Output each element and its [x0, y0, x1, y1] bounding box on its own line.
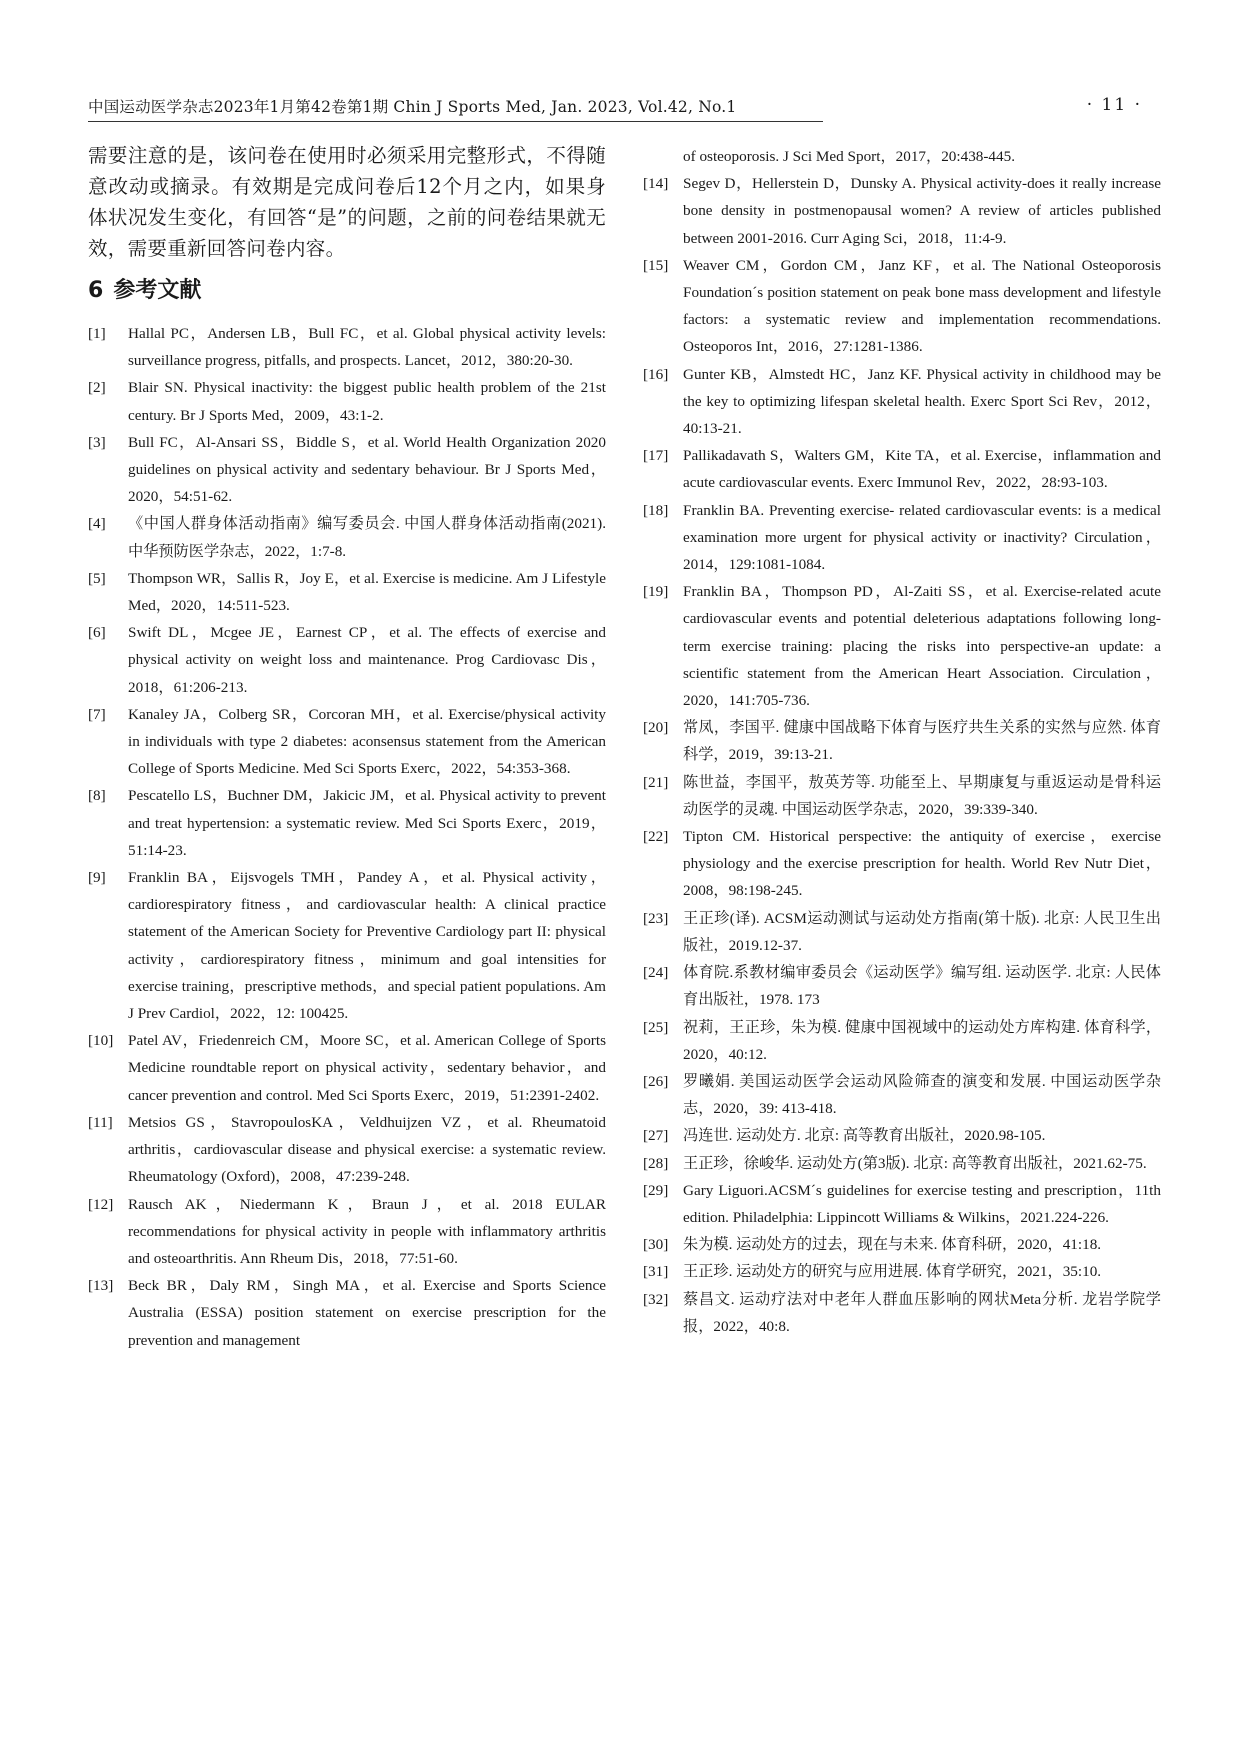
reference-number: [29]	[643, 1181, 669, 1199]
reference-text: 《中国人群身体活动指南》编写委员会. 中国人群身体活动指南(2021). 中华预防医学杂志，2022，1:7-8.	[128, 515, 606, 560]
reference-item	[643, 1068, 1161, 1122]
reference-text: 王正珍(译). ACSM运动测试与运动处方指南(第十版). 北京: 人民卫生出版社，2019.12-37.	[683, 909, 1161, 954]
reference-item	[88, 1109, 606, 1191]
reference-text: Swift DL，Mcgee JE，Earnest CP，et al. The effects of exercise and physical activity on weight loss and maintenance. Prog Cardiovasc Dis，2018，61:206-213.	[128, 624, 606, 696]
reference-number: [14]	[643, 175, 669, 193]
page-number: · 11 ·	[1086, 95, 1142, 115]
body-paragraph: 需要注意的是，该问卷在使用时必须采用完整形式，不得随意改动或摘录。有效期是完成问卷后12个月之内，如果身体状况发生变化，有回答“是”的问题，之前的问卷结果就无效，需要重新回答问卷内容。	[88, 144, 606, 260]
reference-item	[643, 361, 1161, 443]
journal-citation: 中国运动医学杂志2023年1月第42卷第1期 Chin J Sports Med, Jan. 2023, Vol.42, No.1	[88, 96, 823, 122]
reference-number: [17]	[643, 447, 669, 465]
reference-text: Kanaley JA，Colberg SR，Corcoran MH，et al. Exercise/physical activity in individuals with type 2 diabetes: aconsensus statement from the American College of Sports Medicine. Med Sci Sports Exerc，2022，54:353-368.	[128, 705, 606, 778]
reference-text: 陈世益，李国平，敖英芳等. 功能至上、早期康复与重返运动是骨科运动医学的灵魂. 中国运动医学杂志，2020，39:339-340.	[683, 773, 1161, 818]
reference-item	[88, 1272, 606, 1354]
section-title: 参考文献	[113, 278, 202, 303]
reference-number: [25]	[643, 1018, 669, 1036]
reference-text: 王正珍. 运动处方的研究与应用进展. 体育学研究，2021，35:10.	[683, 1263, 1102, 1281]
reference-number: [7]	[88, 705, 106, 723]
reference-text: Rausch AK，Niedermann K，Braun J，et al. 2018 EULAR recommendations for physical activity in people with inflammatory arthritis and osteoarthritis. Ann Rheum Dis，2018，77:51-60.	[128, 1195, 606, 1267]
reference-number: [19]	[643, 583, 669, 601]
reference-item	[88, 374, 606, 428]
reference-list-right	[643, 170, 1161, 1340]
reference-text: 蔡昌文. 运动疗法对中老年人群血压影响的网状Meta分析. 龙岩学院学报，2022，40:8.	[683, 1290, 1161, 1335]
reference-text: Pescatello LS，Buchner DM，Jakicic JM，et al. Physical activity to prevent and treat hypertension: a systematic review. Med Sci Sports Exerc，2019，51:14-23.	[128, 787, 606, 859]
reference-item	[643, 442, 1161, 496]
reference-item	[643, 252, 1161, 361]
reference-item	[88, 565, 606, 619]
reference-text: 冯连世. 运动处方. 北京: 高等教育出版社，2020.98-105.	[683, 1127, 1046, 1145]
reference-number: [31]	[643, 1263, 669, 1281]
reference-item	[643, 769, 1161, 823]
reference-text: Weaver CM，Gordon CM，Janz KF，et al. The National Osteoporosis Foundation´s position statement on peak bone mass development and lifestyle factors: a systematic review and implementation recommendations. Osteoporos Int，2016，27:1281-1386.	[683, 256, 1161, 356]
reference-item	[88, 429, 606, 511]
reference-number: [18]	[643, 501, 669, 519]
reference-number: [22]	[643, 828, 669, 846]
section-heading	[88, 274, 606, 308]
reference-item	[88, 1027, 606, 1109]
reference-item	[88, 864, 606, 1027]
reference-item	[88, 510, 606, 564]
reference-item	[643, 1014, 1161, 1068]
reference-item	[643, 1177, 1161, 1231]
reference-number: [12]	[88, 1195, 114, 1213]
reference-number: [9]	[88, 869, 106, 887]
reference-number: [10]	[88, 1032, 114, 1050]
reference-number: [24]	[643, 964, 669, 982]
left-column	[88, 140, 606, 1354]
reference-item	[643, 714, 1161, 768]
reference-item	[643, 959, 1161, 1013]
reference-number: [1]	[88, 325, 106, 342]
reference-item	[88, 320, 606, 374]
reference-item	[88, 1191, 606, 1273]
reference-list-left	[88, 320, 606, 1354]
reference-item	[643, 578, 1161, 714]
running-header	[88, 96, 1148, 124]
reference-text: Segev D，Hellerstein D，Dunsky A. Physical activity-does it really increase bone density in postmenopausal women? A review of articles published between 2001-2016. Curr Aging Sci，2018，11:4-9.	[683, 175, 1161, 247]
reference-item	[88, 782, 606, 864]
reference-item	[643, 1150, 1161, 1177]
reference-text: 王正珍，徐峻华. 运动处方(第3版). 北京: 高等教育出版社，2021.62-75.	[683, 1154, 1147, 1172]
reference-number: [5]	[88, 569, 106, 587]
reference-continuation: of osteoporosis. J Sci Med Sport，2017，20:438-445.	[683, 148, 1016, 165]
reference-number: [28]	[643, 1154, 669, 1172]
reference-number: [27]	[643, 1127, 669, 1145]
reference-item	[88, 619, 606, 701]
reference-text: Metsios GS，StavropoulosKA，Veldhuijzen VZ，et al. Rheumatoid arthritis，cardiovascular disease and physical exercise: a systematic review. Rheumatology (Oxford)，2008，47:239-248.	[128, 1113, 606, 1186]
reference-item	[643, 823, 1161, 905]
reference-text: Blair SN. Physical inactivity: the biggest public health problem of the 21st century. Br J Sports Med，2009，43:1-2.	[128, 379, 606, 424]
reference-item	[643, 497, 1161, 579]
reference-item	[88, 701, 606, 783]
reference-item	[643, 905, 1161, 959]
reference-item	[643, 1231, 1161, 1258]
reference-text: 罗曦娟. 美国运动医学会运动风险筛查的演变和发展. 中国运动医学杂志，2020，39: 413-418.	[683, 1072, 1161, 1118]
reference-number: [30]	[643, 1236, 669, 1254]
reference-number: [32]	[643, 1290, 669, 1308]
reference-number: [26]	[643, 1072, 669, 1090]
reference-number: [4]	[88, 515, 106, 533]
reference-text: 体育院.系教材编审委员会《运动医学》编写组. 运动医学. 北京: 人民体育出版社，1978. 173	[683, 964, 1161, 1009]
reference-number: [6]	[88, 624, 106, 642]
reference-text: Franklin BA，Thompson PD，Al-Zaiti SS，et al. Exercise-related acute cardiovascular events and potential deleterious adaptations following long-term exercise training: placing the risks into perspective-an update: a scientific statement from the American Heart Association. Circulation，2020，141:705-736.	[683, 583, 1161, 710]
reference-text: Hallal PC，Andersen LB，Bull FC，et al. Global physical activity levels: surveillance progress, pitfalls, and prospects. Lancet，2012，380:20-30.	[128, 325, 606, 370]
reference-item	[643, 1258, 1161, 1285]
reference-text: 祝莉，王正珍，朱为模. 健康中国视域中的运动处方库构建. 体育科学，2020，40:12.	[683, 1018, 1161, 1063]
reference-item	[643, 1122, 1161, 1149]
reference-number: [15]	[643, 256, 669, 274]
reference-text: 朱为模. 运动处方的过去，现在与未来. 体育科研，2020，41:18.	[683, 1236, 1102, 1254]
reference-number: [2]	[88, 379, 106, 397]
reference-text: Bull FC，Al-Ansari SS，Biddle S，et al. World Health Organization 2020 guidelines on physical activity and sedentary behaviour. Br J Sports Med，2020，54:51-62.	[128, 433, 606, 506]
reference-number: [8]	[88, 787, 106, 805]
reference-number: [20]	[643, 719, 669, 737]
reference-number: [13]	[88, 1277, 114, 1295]
reference-number: [21]	[643, 773, 669, 791]
reference-text: Gary Liguori.ACSM´s guidelines for exercise testing and prescription，11th edition. Philadelphia: Lippincott Williams & Wilkins，2021.224-226.	[683, 1181, 1161, 1226]
section-number: 6	[88, 278, 104, 303]
reference-number: [16]	[643, 365, 669, 383]
reference-text: Beck BR，Daly RM，Singh MA，et al. Exercise and Sports Science Australia (ESSA) position statement on exercise prescription for the prevention and management	[128, 1277, 606, 1349]
reference-text: Thompson WR，Sallis R，Joy E，et al. Exercise is medicine. Am J Lifestyle Med，2020，14:511-523.	[128, 569, 606, 615]
reference-text: Pallikadavath S，Walters GM，Kite TA，et al. Exercise，inflammation and acute cardiovascular events. Exerc Immunol Rev，2022，28:93-103.	[683, 447, 1161, 492]
reference-number: [11]	[88, 1113, 113, 1131]
reference-text: 常凤，李国平. 健康中国战略下体育与医疗共生关系的实然与应然. 体育科学，2019，39:13-21.	[683, 719, 1161, 764]
reference-text: Franklin BA. Preventing exercise- related cardiovascular events: is a medical examination more urgent for physical activity or inactivity? Circulation，2014，129:1081-1084.	[683, 501, 1161, 574]
reference-item	[643, 1286, 1161, 1340]
right-column	[643, 143, 1161, 1340]
reference-number: [23]	[643, 909, 669, 927]
reference-text: Franklin BA，Eijsvogels TMH，Pandey A，et al. Physical activity，cardiorespiratory fitness，and cardiovascular health: A clinical practice statement of the American Society for Preventive Cardiology part II: physical activity，cardiorespiratory fitness，minimum and goal intensities for exercise training，prescriptive methods，and special patient populations. Am J Prev Cardiol，2022，12: 100425.	[128, 869, 606, 1023]
reference-text: Patel AV，Friedenreich CM，Moore SC，et al. American College of Sports Medicine roundtable report on physical activity，sedentary behavior，and cancer prevention and control. Med Sci Sports Exerc，2019，51:2391-2402.	[128, 1032, 606, 1104]
reference-text: Gunter KB，Almstedt HC，Janz KF. Physical activity in childhood may be the key to optimizing lifespan skeletal health. Exerc Sport Sci Rev，2012，40:13-21.	[683, 365, 1161, 438]
reference-item	[643, 170, 1161, 252]
reference-number: [3]	[88, 433, 106, 451]
reference-text: Tipton CM. Historical perspective: the antiquity of exercise，exercise physiology and the exercise prescription for health. World Rev Nutr Diet，2008，98:198-245.	[683, 828, 1161, 900]
